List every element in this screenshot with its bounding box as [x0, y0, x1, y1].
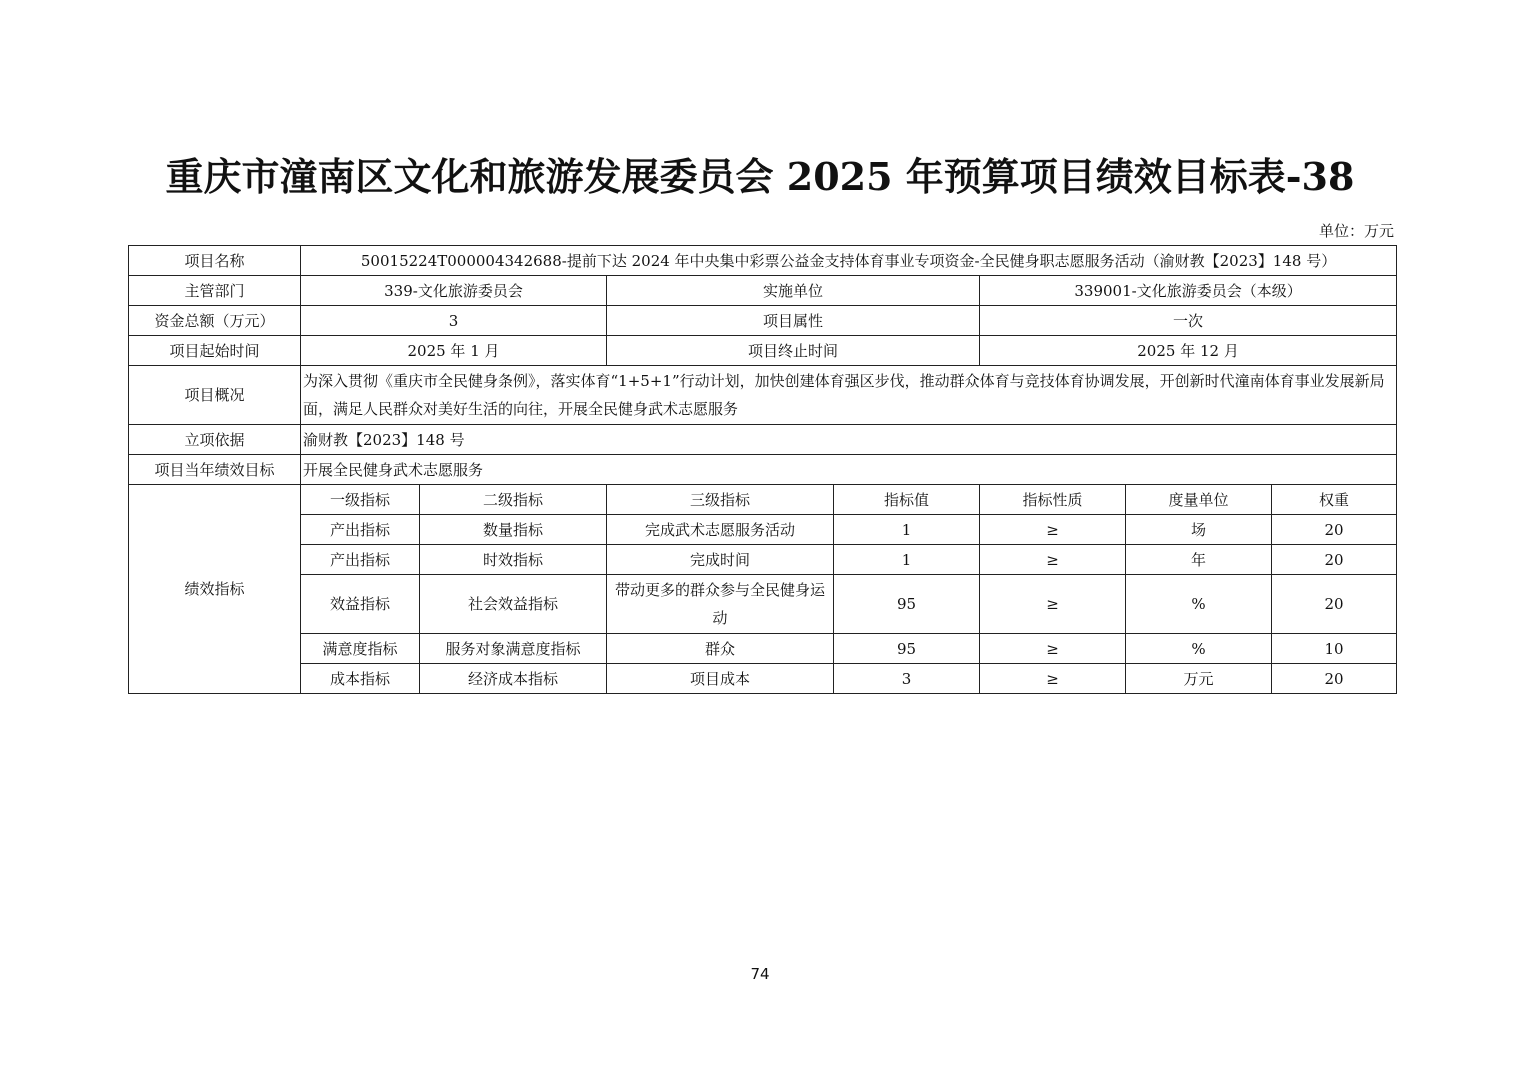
- row-project-name: [129, 246, 1397, 276]
- indicator-cell: 20: [1272, 545, 1397, 575]
- indicator-cell: 满意度指标: [301, 634, 420, 664]
- header-cell: 指标值: [834, 485, 980, 515]
- cell-label: 立项依据: [129, 425, 301, 455]
- indicator-row: [129, 515, 1397, 545]
- cell-label: 项目概况: [129, 366, 301, 425]
- performance-table: [128, 245, 1397, 694]
- indicator-cell: 1: [834, 545, 980, 575]
- row-department: [129, 276, 1397, 306]
- header-cell: 权重: [1272, 485, 1397, 515]
- header-cell: 度量单位: [1126, 485, 1272, 515]
- indicator-cell: 服务对象满意度指标: [420, 634, 607, 664]
- indicator-cell: 成本指标: [301, 664, 420, 694]
- indicator-cell: %: [1126, 634, 1272, 664]
- cell-label: 实施单位: [607, 276, 980, 306]
- indicator-cell: 社会效益指标: [420, 575, 607, 634]
- indicator-cell: 20: [1272, 515, 1397, 545]
- indicator-row: [129, 545, 1397, 575]
- cell-label: 项目终止时间: [607, 336, 980, 366]
- cell-value: 2025 年 12 月: [980, 336, 1397, 366]
- indicator-row: [129, 634, 1397, 664]
- indicator-cell: 20: [1272, 575, 1397, 634]
- cell-label: 项目名称: [129, 246, 301, 276]
- indicator-cell: 年: [1126, 545, 1272, 575]
- header-cell: 一级指标: [301, 485, 420, 515]
- indicator-cell: 完成时间: [607, 545, 834, 575]
- indicator-cell: 带动更多的群众参与全民健身运动: [607, 575, 834, 634]
- indicator-cell: 场: [1126, 515, 1272, 545]
- indicator-cell: ≥: [980, 634, 1126, 664]
- indicator-row: [129, 664, 1397, 694]
- indicator-row: [129, 575, 1397, 634]
- cell-value: 一次: [980, 306, 1397, 336]
- row-overview: [129, 366, 1397, 425]
- page-title: 重庆市潼南区文化和旅游发展委员会 2025 年预算项目绩效目标表-38: [165, 154, 1355, 199]
- indicator-cell: ≥: [980, 515, 1126, 545]
- cell-value: 为深入贯彻《重庆市全民健身条例》，落实体育“1+5+1”行动计划，加快创建体育强区步伐，推动群众体育与竞技体育协调发展，开创新时代潼南体育事业发展新局面，满足人民群众对美好生活的向往，开展全民健身武术志愿服务: [301, 366, 1397, 425]
- indicator-cell: 10: [1272, 634, 1397, 664]
- cell-value: 渝财教【2023】148 号: [301, 425, 1397, 455]
- indicator-cell: 产出指标: [301, 545, 420, 575]
- header-cell: 二级指标: [420, 485, 607, 515]
- indicator-cell: 1: [834, 515, 980, 545]
- cell-value: 3: [301, 306, 607, 336]
- indicator-cell: ≥: [980, 575, 1126, 634]
- indicator-cell: 产出指标: [301, 515, 420, 545]
- indicator-cell: 95: [834, 634, 980, 664]
- row-basis: [129, 425, 1397, 455]
- indicator-cell: 20: [1272, 664, 1397, 694]
- header-cell: 三级指标: [607, 485, 834, 515]
- indicator-cell: %: [1126, 575, 1272, 634]
- row-time: [129, 336, 1397, 366]
- indicator-cell: 万元: [1126, 664, 1272, 694]
- cell-value: 339-文化旅游委员会: [301, 276, 607, 306]
- indicator-cell: 效益指标: [301, 575, 420, 634]
- cell-value: 339001-文化旅游委员会（本级）: [980, 276, 1397, 306]
- row-goal: [129, 455, 1397, 485]
- row-fund: [129, 306, 1397, 336]
- unit-label: 单位：万元: [1318, 222, 1394, 240]
- cell-value: 开展全民健身武术志愿服务: [301, 455, 1397, 485]
- indicator-cell: 群众: [607, 634, 834, 664]
- cell-label: 资金总额（万元）: [129, 306, 301, 336]
- page-number: 74: [750, 965, 770, 983]
- cell-label: 主管部门: [129, 276, 301, 306]
- indicator-cell: 完成武术志愿服务活动: [607, 515, 834, 545]
- indicator-cell: 时效指标: [420, 545, 607, 575]
- indicator-cell: 3: [834, 664, 980, 694]
- indicator-cell: ≥: [980, 664, 1126, 694]
- indicator-cell: 95: [834, 575, 980, 634]
- cell-label: 项目属性: [607, 306, 980, 336]
- cell-value: 50015224T000004342688-提前下达 2024 年中央集中彩票公益金支持体育事业专项资金-全民健身职志愿服务活动（渝财教【2023】148 号）: [301, 246, 1397, 276]
- indicator-header-row: [129, 485, 1397, 515]
- header-cell: 指标性质: [980, 485, 1126, 515]
- indicator-cell: 项目成本: [607, 664, 834, 694]
- indicator-section-label: 绩效指标: [129, 485, 301, 694]
- cell-value: 2025 年 1 月: [301, 336, 607, 366]
- indicator-cell: ≥: [980, 545, 1126, 575]
- cell-label: 项目起始时间: [129, 336, 301, 366]
- indicator-cell: 数量指标: [420, 515, 607, 545]
- cell-label: 项目当年绩效目标: [129, 455, 301, 485]
- indicator-cell: 经济成本指标: [420, 664, 607, 694]
